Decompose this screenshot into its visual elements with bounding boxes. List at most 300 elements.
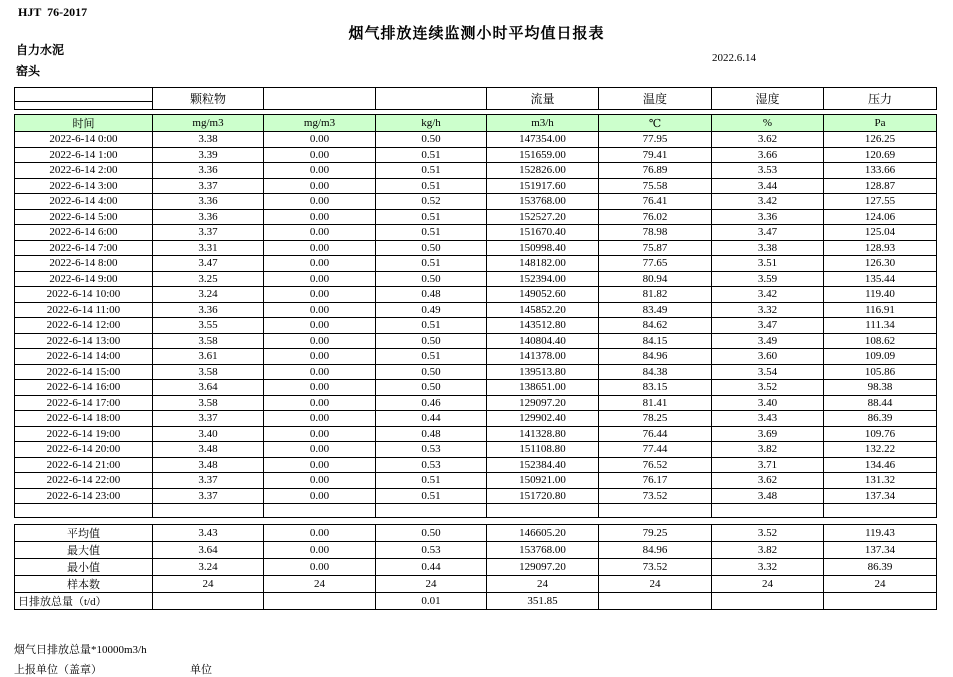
summary-row — [15, 542, 937, 559]
value-cell: 141328.80 — [487, 426, 599, 442]
value-cell: 152527.20 — [487, 209, 599, 225]
value-cell: 0.48 — [376, 426, 487, 442]
value-cell: 3.54 — [712, 364, 824, 380]
table-row — [15, 302, 937, 318]
value-cell: 0.00 — [264, 302, 376, 318]
summary-value-cell: 0.53 — [376, 542, 487, 559]
summary-table — [14, 524, 937, 610]
summary-value-cell: 3.52 — [712, 525, 824, 542]
value-cell: 77.95 — [599, 132, 712, 148]
value-cell: 0.00 — [264, 411, 376, 427]
summary-row — [15, 525, 937, 542]
value-cell: 0.00 — [264, 256, 376, 272]
value-cell: 75.87 — [599, 240, 712, 256]
value-cell: 0.00 — [264, 194, 376, 210]
daily-total-note: 烟气日排放总量*10000m3/h — [14, 644, 147, 656]
table-row — [15, 225, 937, 241]
value-cell: 3.39 — [153, 147, 264, 163]
value-cell: 0.00 — [264, 271, 376, 287]
blank-cell — [153, 504, 264, 518]
value-cell: 134.46 — [824, 457, 937, 473]
group-header-cell: 温度 — [599, 88, 712, 110]
group-header-cell: 压力 — [824, 88, 937, 110]
value-cell: 0.00 — [264, 209, 376, 225]
time-cell: 2022-6-14 16:00 — [15, 380, 153, 396]
value-cell: 152394.00 — [487, 271, 599, 287]
value-cell: 109.76 — [824, 426, 937, 442]
table-row — [15, 194, 937, 210]
monitoring-point: 窑头 — [16, 64, 41, 78]
time-cell: 2022-6-14 10:00 — [15, 287, 153, 303]
footer — [14, 641, 414, 675]
summary-value-cell: 84.96 — [599, 542, 712, 559]
summary-label-cell: 最大值 — [15, 542, 153, 559]
table-row — [15, 256, 937, 272]
summary-value-cell — [264, 593, 376, 610]
value-cell: 84.96 — [599, 349, 712, 365]
value-cell: 3.37 — [153, 178, 264, 194]
time-cell: 2022-6-14 17:00 — [15, 395, 153, 411]
value-cell: 3.47 — [712, 225, 824, 241]
value-cell: 98.38 — [824, 380, 937, 396]
value-cell: 131.32 — [824, 473, 937, 489]
value-cell: 76.17 — [599, 473, 712, 489]
value-cell: 3.40 — [712, 395, 824, 411]
value-cell: 120.69 — [824, 147, 937, 163]
blank-cell — [599, 504, 712, 518]
value-cell: 3.36 — [153, 209, 264, 225]
value-cell: 0.50 — [376, 271, 487, 287]
time-cell: 2022-6-14 8:00 — [15, 256, 153, 272]
value-cell: 81.41 — [599, 395, 712, 411]
table-row — [15, 473, 937, 489]
value-cell: 78.98 — [599, 225, 712, 241]
value-cell: 0.50 — [376, 132, 487, 148]
table-row — [15, 178, 937, 194]
value-cell: 108.62 — [824, 333, 937, 349]
summary-value-cell: 73.52 — [599, 559, 712, 576]
value-cell: 3.66 — [712, 147, 824, 163]
group-header-cell: 颗粒物 — [153, 88, 264, 110]
summary-row — [15, 576, 937, 593]
time-cell: 2022-6-14 20:00 — [15, 442, 153, 458]
unit-cell: m3/h — [487, 115, 599, 132]
value-cell: 132.22 — [824, 442, 937, 458]
summary-value-cell: 0.00 — [264, 525, 376, 542]
unit-cell: Pa — [824, 115, 937, 132]
report-date: 2022.6.14 — [712, 52, 756, 64]
table-row — [15, 240, 937, 256]
value-cell: 3.71 — [712, 457, 824, 473]
summary-value-cell: 24 — [153, 576, 264, 593]
value-cell: 0.00 — [264, 178, 376, 194]
value-cell: 84.38 — [599, 364, 712, 380]
summary-label-cell: 日排放总量（t/d） — [15, 593, 153, 610]
value-cell: 148182.00 — [487, 256, 599, 272]
time-cell: 2022-6-14 3:00 — [15, 178, 153, 194]
value-cell: 80.94 — [599, 271, 712, 287]
value-cell: 3.44 — [712, 178, 824, 194]
value-cell: 3.52 — [712, 380, 824, 396]
value-cell: 84.15 — [599, 333, 712, 349]
value-cell: 0.51 — [376, 209, 487, 225]
value-cell: 83.49 — [599, 302, 712, 318]
value-cell: 76.02 — [599, 209, 712, 225]
value-cell: 3.49 — [712, 333, 824, 349]
summary-value-cell: 86.39 — [824, 559, 937, 576]
value-cell: 3.48 — [153, 457, 264, 473]
value-cell: 151917.60 — [487, 178, 599, 194]
value-cell: 3.36 — [153, 194, 264, 210]
summary-value-cell: 119.43 — [824, 525, 937, 542]
table-row — [15, 426, 937, 442]
summary-value-cell: 24 — [264, 576, 376, 593]
blank-cell — [712, 504, 824, 518]
summary-value-cell: 0.00 — [264, 542, 376, 559]
value-cell: 0.44 — [376, 411, 487, 427]
value-cell: 141378.00 — [487, 349, 599, 365]
value-cell: 88.44 — [824, 395, 937, 411]
table-row — [15, 163, 937, 179]
value-cell: 3.64 — [153, 380, 264, 396]
blank-cell — [487, 504, 599, 518]
empty-header-cell — [376, 88, 487, 110]
table-row — [15, 287, 937, 303]
table-row — [15, 380, 937, 396]
value-cell: 0.00 — [264, 147, 376, 163]
summary-value-cell: 24 — [712, 576, 824, 593]
unit-cell: mg/m3 — [153, 115, 264, 132]
summary-value-cell: 0.44 — [376, 559, 487, 576]
time-cell: 2022-6-14 5:00 — [15, 209, 153, 225]
value-cell: 3.82 — [712, 442, 824, 458]
value-cell: 0.53 — [376, 442, 487, 458]
value-cell: 73.52 — [599, 488, 712, 504]
value-cell: 0.53 — [376, 457, 487, 473]
value-cell: 3.48 — [712, 488, 824, 504]
unit-label: 单位 — [190, 664, 212, 676]
time-header-cell-top — [15, 88, 153, 102]
value-cell: 3.37 — [153, 488, 264, 504]
time-cell: 2022-6-14 18:00 — [15, 411, 153, 427]
value-cell: 0.00 — [264, 457, 376, 473]
value-cell: 3.36 — [153, 302, 264, 318]
group-header-table — [14, 87, 937, 110]
summary-value-cell — [824, 593, 937, 610]
table-row — [15, 395, 937, 411]
value-cell: 0.48 — [376, 287, 487, 303]
value-cell: 77.65 — [599, 256, 712, 272]
table-row — [15, 488, 937, 504]
summary-label-cell: 样本数 — [15, 576, 153, 593]
time-cell: 2022-6-14 19:00 — [15, 426, 153, 442]
time-cell: 2022-6-14 2:00 — [15, 163, 153, 179]
value-cell: 3.24 — [153, 287, 264, 303]
company-name: 自力水泥 — [16, 43, 65, 57]
value-cell: 78.25 — [599, 411, 712, 427]
value-cell: 125.04 — [824, 225, 937, 241]
summary-value-cell: 24 — [824, 576, 937, 593]
value-cell: 3.37 — [153, 473, 264, 489]
value-cell: 116.91 — [824, 302, 937, 318]
time-cell: 2022-6-14 12:00 — [15, 318, 153, 334]
summary-value-cell: 3.43 — [153, 525, 264, 542]
table-row — [15, 364, 937, 380]
value-cell: 133.66 — [824, 163, 937, 179]
value-cell: 76.41 — [599, 194, 712, 210]
value-cell: 150998.40 — [487, 240, 599, 256]
value-cell: 3.61 — [153, 349, 264, 365]
value-cell: 3.43 — [712, 411, 824, 427]
value-cell: 3.36 — [153, 163, 264, 179]
value-cell: 79.41 — [599, 147, 712, 163]
value-cell: 0.50 — [376, 333, 487, 349]
value-cell: 151720.80 — [487, 488, 599, 504]
summary-value-cell: 137.34 — [824, 542, 937, 559]
value-cell: 152826.00 — [487, 163, 599, 179]
time-cell: 2022-6-14 13:00 — [15, 333, 153, 349]
value-cell: 3.40 — [153, 426, 264, 442]
time-cell: 2022-6-14 9:00 — [15, 271, 153, 287]
hourly-data-table — [14, 114, 937, 518]
value-cell: 0.00 — [264, 132, 376, 148]
value-cell: 0.00 — [264, 318, 376, 334]
value-cell: 3.53 — [712, 163, 824, 179]
value-cell: 3.60 — [712, 349, 824, 365]
summary-value-cell: 351.85 — [487, 593, 599, 610]
value-cell: 0.51 — [376, 256, 487, 272]
value-cell: 129097.20 — [487, 395, 599, 411]
summary-value-cell: 3.82 — [712, 542, 824, 559]
value-cell: 0.51 — [376, 178, 487, 194]
value-cell: 127.55 — [824, 194, 937, 210]
unit-cell: kg/h — [376, 115, 487, 132]
value-cell: 0.46 — [376, 395, 487, 411]
value-cell: 0.00 — [264, 333, 376, 349]
value-cell: 147354.00 — [487, 132, 599, 148]
time-cell: 2022-6-14 0:00 — [15, 132, 153, 148]
value-cell: 153768.00 — [487, 194, 599, 210]
unit-cell: ℃ — [599, 115, 712, 132]
table-row — [15, 318, 937, 334]
value-cell: 86.39 — [824, 411, 937, 427]
report-title: 烟气排放连续监测小时平均值日报表 — [348, 26, 605, 42]
summary-value-cell: 0.01 — [376, 593, 487, 610]
value-cell: 3.31 — [153, 240, 264, 256]
blank-cell — [376, 504, 487, 518]
value-cell: 0.50 — [376, 364, 487, 380]
value-cell: 124.06 — [824, 209, 937, 225]
value-cell: 0.51 — [376, 349, 487, 365]
value-cell: 84.62 — [599, 318, 712, 334]
standard-code: HJT 76-2017 — [18, 5, 88, 19]
value-cell: 126.30 — [824, 256, 937, 272]
value-cell: 3.36 — [712, 209, 824, 225]
value-cell: 3.47 — [712, 318, 824, 334]
value-cell: 0.00 — [264, 287, 376, 303]
time-cell: 2022-6-14 6:00 — [15, 225, 153, 241]
time-header-cell-bottom — [15, 102, 153, 110]
value-cell: 0.51 — [376, 147, 487, 163]
blank-cell — [15, 504, 153, 518]
value-cell: 3.59 — [712, 271, 824, 287]
value-cell: 137.34 — [824, 488, 937, 504]
value-cell: 151659.00 — [487, 147, 599, 163]
table-row — [15, 442, 937, 458]
value-cell: 105.86 — [824, 364, 937, 380]
summary-value-cell: 3.24 — [153, 559, 264, 576]
table-row — [15, 457, 937, 473]
value-cell: 77.44 — [599, 442, 712, 458]
value-cell: 3.58 — [153, 395, 264, 411]
value-cell: 111.34 — [824, 318, 937, 334]
summary-row — [15, 593, 937, 610]
value-cell: 3.55 — [153, 318, 264, 334]
value-cell: 0.00 — [264, 488, 376, 504]
value-cell: 3.37 — [153, 225, 264, 241]
value-cell: 3.51 — [712, 256, 824, 272]
value-cell: 3.38 — [712, 240, 824, 256]
value-cell: 151670.40 — [487, 225, 599, 241]
summary-value-cell — [712, 593, 824, 610]
value-cell: 3.62 — [712, 132, 824, 148]
value-cell: 0.00 — [264, 240, 376, 256]
summary-value-cell: 153768.00 — [487, 542, 599, 559]
value-cell: 3.38 — [153, 132, 264, 148]
group-header-cell: 湿度 — [712, 88, 824, 110]
time-column-header: 时间 — [15, 115, 153, 132]
time-cell: 2022-6-14 4:00 — [15, 194, 153, 210]
time-cell: 2022-6-14 22:00 — [15, 473, 153, 489]
value-cell: 3.32 — [712, 302, 824, 318]
value-cell: 3.42 — [712, 287, 824, 303]
value-cell: 0.51 — [376, 163, 487, 179]
value-cell: 109.09 — [824, 349, 937, 365]
group-header-cell: 流量 — [487, 88, 599, 110]
table-row — [15, 147, 937, 163]
blank-cell — [264, 504, 376, 518]
value-cell: 0.51 — [376, 488, 487, 504]
summary-value-cell: 24 — [599, 576, 712, 593]
summary-value-cell: 3.32 — [712, 559, 824, 576]
summary-label-cell: 平均值 — [15, 525, 153, 542]
value-cell: 76.44 — [599, 426, 712, 442]
value-cell: 3.58 — [153, 333, 264, 349]
table-row — [15, 271, 937, 287]
table-row — [15, 209, 937, 225]
summary-row — [15, 559, 937, 576]
value-cell: 143512.80 — [487, 318, 599, 334]
summary-value-cell — [599, 593, 712, 610]
value-cell: 83.15 — [599, 380, 712, 396]
summary-value-cell: 24 — [376, 576, 487, 593]
time-cell: 2022-6-14 21:00 — [15, 457, 153, 473]
value-cell: 139513.80 — [487, 364, 599, 380]
value-cell: 0.00 — [264, 395, 376, 411]
value-cell: 3.42 — [712, 194, 824, 210]
value-cell: 3.58 — [153, 364, 264, 380]
value-cell: 76.52 — [599, 457, 712, 473]
summary-value-cell — [153, 593, 264, 610]
blank-row — [15, 504, 937, 518]
summary-value-cell: 79.25 — [599, 525, 712, 542]
summary-value-cell: 3.64 — [153, 542, 264, 559]
summary-value-cell: 146605.20 — [487, 525, 599, 542]
value-cell: 76.89 — [599, 163, 712, 179]
time-cell: 2022-6-14 23:00 — [15, 488, 153, 504]
value-cell: 0.50 — [376, 240, 487, 256]
value-cell: 3.47 — [153, 256, 264, 272]
time-cell: 2022-6-14 1:00 — [15, 147, 153, 163]
value-cell: 119.40 — [824, 287, 937, 303]
time-cell: 2022-6-14 11:00 — [15, 302, 153, 318]
unit-cell: % — [712, 115, 824, 132]
report-table — [14, 87, 938, 610]
value-cell: 0.52 — [376, 194, 487, 210]
unit-row — [15, 115, 937, 132]
summary-label-cell: 最小值 — [15, 559, 153, 576]
value-cell: 150921.00 — [487, 473, 599, 489]
value-cell: 3.62 — [712, 473, 824, 489]
time-cell: 2022-6-14 7:00 — [15, 240, 153, 256]
time-cell: 2022-6-14 14:00 — [15, 349, 153, 365]
value-cell: 128.87 — [824, 178, 937, 194]
empty-header-cell — [264, 88, 376, 110]
table-row — [15, 411, 937, 427]
unit-cell: mg/m3 — [264, 115, 376, 132]
value-cell: 3.48 — [153, 442, 264, 458]
value-cell: 0.51 — [376, 225, 487, 241]
value-cell: 152384.40 — [487, 457, 599, 473]
blank-cell — [824, 504, 937, 518]
value-cell: 3.37 — [153, 411, 264, 427]
value-cell: 140804.40 — [487, 333, 599, 349]
value-cell: 0.00 — [264, 380, 376, 396]
table-row — [15, 333, 937, 349]
value-cell: 0.00 — [264, 163, 376, 179]
value-cell: 0.00 — [264, 349, 376, 365]
value-cell: 0.50 — [376, 380, 487, 396]
value-cell: 138651.00 — [487, 380, 599, 396]
summary-value-cell: 0.50 — [376, 525, 487, 542]
report-unit-label: 上报单位（盖章） — [14, 664, 102, 676]
value-cell: 149052.60 — [487, 287, 599, 303]
value-cell: 75.58 — [599, 178, 712, 194]
summary-value-cell: 129097.20 — [487, 559, 599, 576]
value-cell: 126.25 — [824, 132, 937, 148]
time-cell: 2022-6-14 15:00 — [15, 364, 153, 380]
table-row — [15, 349, 937, 365]
value-cell: 135.44 — [824, 271, 937, 287]
value-cell: 0.00 — [264, 225, 376, 241]
table-row — [15, 132, 937, 148]
value-cell: 0.00 — [264, 442, 376, 458]
summary-value-cell: 0.00 — [264, 559, 376, 576]
value-cell: 0.49 — [376, 302, 487, 318]
value-cell: 3.69 — [712, 426, 824, 442]
value-cell: 128.93 — [824, 240, 937, 256]
value-cell: 81.82 — [599, 287, 712, 303]
value-cell: 151108.80 — [487, 442, 599, 458]
summary-value-cell: 24 — [487, 576, 599, 593]
value-cell: 0.51 — [376, 318, 487, 334]
value-cell: 0.00 — [264, 473, 376, 489]
value-cell: 0.51 — [376, 473, 487, 489]
value-cell: 0.00 — [264, 364, 376, 380]
value-cell: 3.25 — [153, 271, 264, 287]
value-cell: 0.00 — [264, 426, 376, 442]
value-cell: 129902.40 — [487, 411, 599, 427]
